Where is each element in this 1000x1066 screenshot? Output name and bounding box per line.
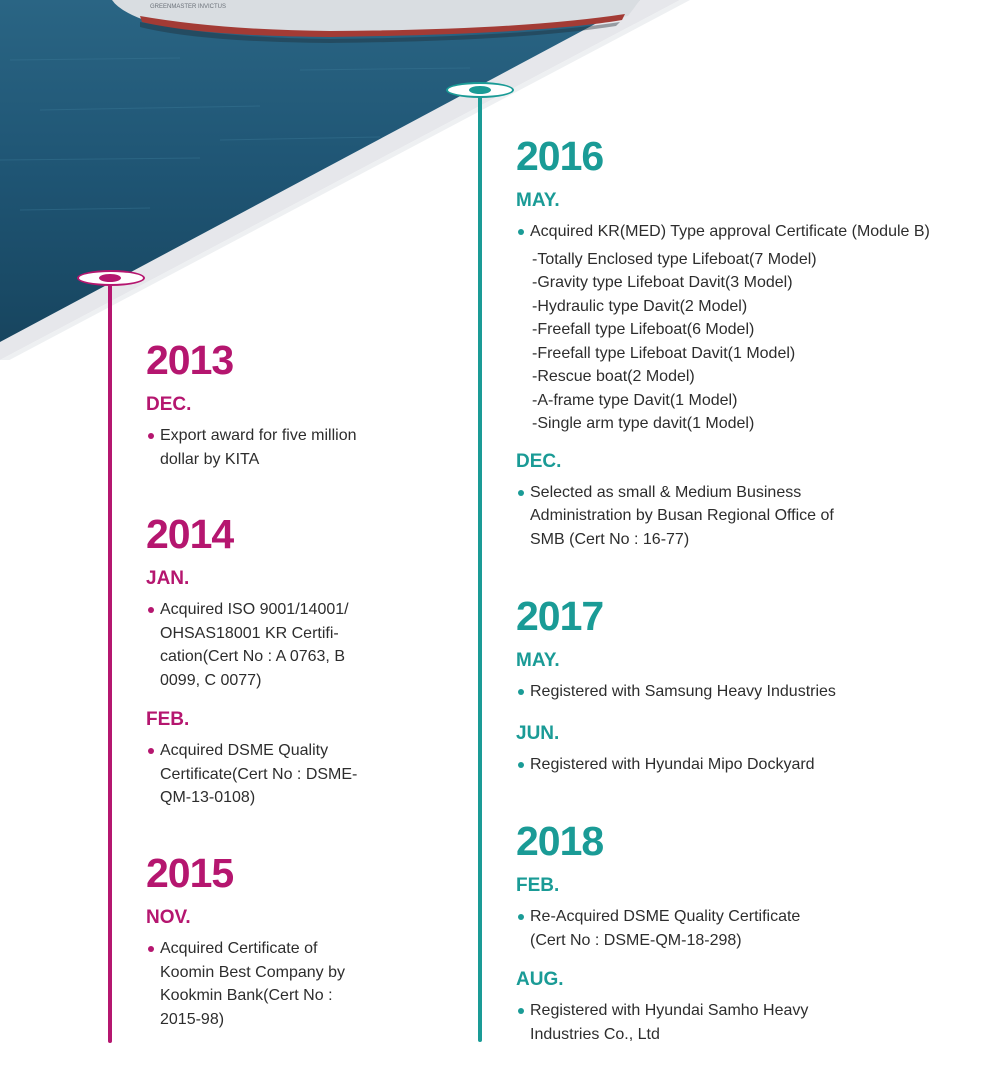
year-heading: 2015	[146, 850, 234, 896]
year-heading: 2014	[146, 511, 234, 557]
timeline-entry	[516, 999, 986, 1046]
timeline-marker-left-dot	[99, 274, 121, 282]
bullet-icon	[518, 1008, 524, 1014]
sub-item: -Freefall type Lifeboat(6 Model)	[532, 321, 755, 338]
timeline-entry	[516, 905, 986, 952]
svg-text:GREENMASTER INVICTUS: GREENMASTER INVICTUS	[150, 4, 227, 10]
month-label: NOV.	[146, 907, 191, 928]
bullet-icon	[148, 607, 154, 613]
year-block-2016	[516, 133, 986, 551]
entry-text: Re-Acquired DSME Quality Certificate (Cert No : DSME-QM-18-298)	[530, 908, 801, 949]
timeline-entry	[146, 937, 446, 1031]
year-block-2014	[146, 511, 446, 810]
sub-item: -Hydraulic type Davit(2 Model)	[532, 297, 748, 315]
year-heading: 2018	[516, 818, 604, 864]
sub-item: -Totally Enclosed type Lifeboat(7 Model)	[532, 250, 817, 268]
bullet-icon	[518, 229, 524, 235]
entry-text: Acquired DSME Quality Certificate(Cert No : DSME- QM-13-0108)	[160, 742, 358, 806]
bullet-icon	[518, 689, 524, 695]
year-heading: 2017	[516, 593, 604, 639]
bullet-icon	[518, 762, 524, 768]
sub-item: -Rescue boat(2 Model)	[532, 368, 695, 385]
month-label: JAN.	[146, 568, 190, 589]
entry-text: Selected as small & Medium Business Administration by Busan Regional Office of SMB (Cert No : 16-77)	[530, 483, 834, 548]
bullet-icon	[148, 433, 154, 439]
month-label: MAY.	[516, 190, 560, 211]
entry-text: Registered with Hyundai Samho Heavy Industries Co., Ltd	[530, 1002, 809, 1043]
timeline-entry	[516, 220, 986, 244]
entry-text: Registered with Samsung Heavy Industries	[530, 683, 836, 700]
bullet-icon	[518, 490, 524, 496]
timeline-marker-right-dot	[469, 86, 491, 94]
sub-item: -A-frame type Davit(1 Model)	[532, 391, 738, 409]
entry-text: Acquired ISO 9001/14001/ OHSAS18001 KR Certifi- cation(Cert No : A 0763, B 0099, C 0077)	[160, 601, 349, 689]
timeline-entry	[146, 598, 446, 692]
sub-list	[516, 248, 986, 436]
timeline-entry	[146, 424, 446, 471]
sub-item: -Single arm type davit(1 Model)	[532, 415, 755, 432]
month-label: MAY.	[516, 650, 560, 671]
year-block-2015	[146, 850, 446, 1031]
bullet-icon	[148, 748, 154, 754]
entry-text: Acquired KR(MED) Type approval Certificate (Module B)	[530, 223, 930, 240]
entry-text: Export award for five million dollar by KITA	[160, 427, 357, 468]
year-block-2018	[516, 818, 986, 1046]
entry-text: Registered with Hyundai Mipo Dockyard	[530, 755, 815, 773]
timeline-entry	[146, 739, 446, 810]
sub-item: -Freefall type Lifeboat Davit(1 Model)	[532, 344, 796, 362]
month-label: FEB.	[146, 709, 190, 730]
month-label: FEB.	[516, 875, 560, 896]
timeline-entry	[516, 481, 986, 552]
timeline-line-right	[478, 96, 482, 1042]
month-label: JUN.	[516, 722, 560, 744]
month-label: AUG.	[516, 969, 564, 990]
timeline-entry	[516, 753, 986, 777]
timeline-entry	[516, 680, 986, 704]
year-heading: 2013	[146, 337, 234, 383]
month-label: DEC.	[146, 394, 192, 415]
entry-text: Acquired Certificate of Koomin Best Company by Kookmin Bank(Cert No : 2015-98)	[160, 940, 345, 1028]
year-block-2013	[146, 337, 446, 471]
year-heading: 2016	[516, 133, 604, 179]
sub-item: -Gravity type Lifeboat Davit(3 Model)	[532, 274, 793, 291]
bullet-icon	[148, 946, 154, 952]
timeline-line-left	[108, 283, 112, 1043]
bullet-icon	[518, 914, 524, 920]
year-block-2017	[516, 593, 986, 776]
month-label: DEC.	[516, 450, 562, 472]
